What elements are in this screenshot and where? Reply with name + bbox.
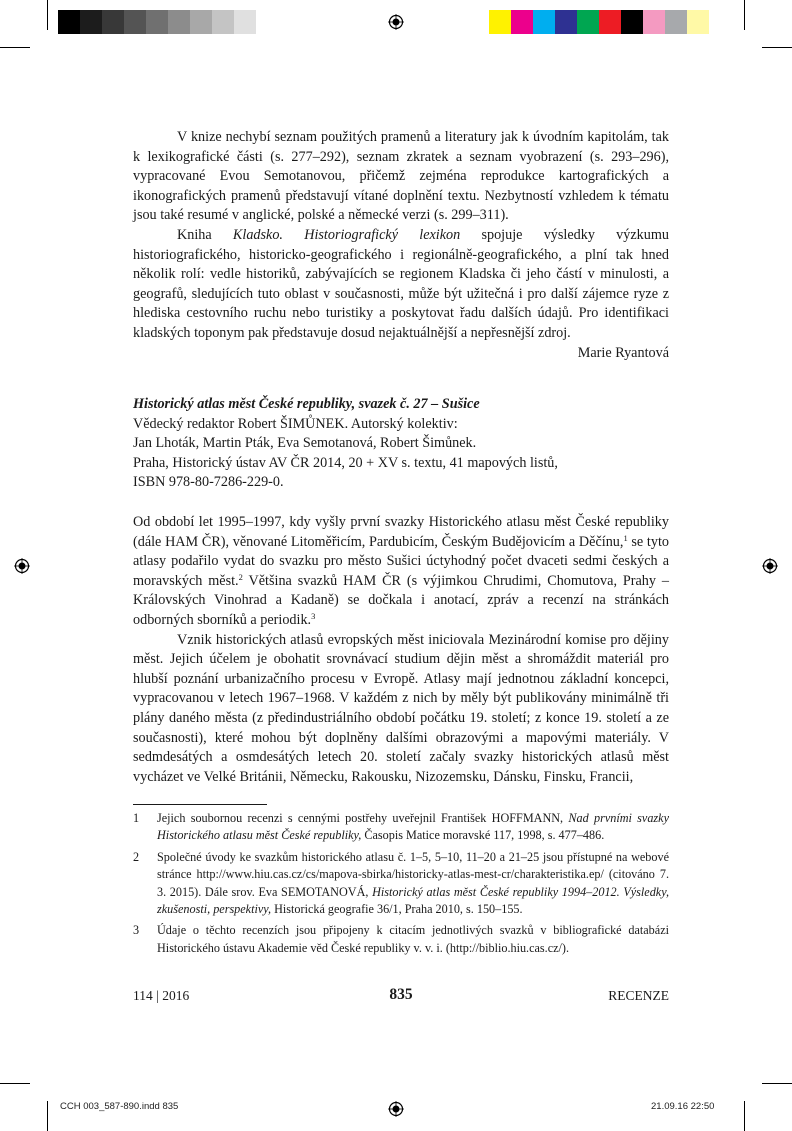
calibration-swatch: [102, 10, 124, 34]
footnote-text: [157, 810, 669, 845]
slug-filename: CCH 003_587-890.indd 835: [60, 1101, 179, 1112]
bibliographic-line: ISBN 978-80-7286-229-0.: [133, 474, 284, 491]
calibration-swatch: [234, 10, 256, 34]
calibration-swatch: [124, 10, 146, 34]
review-body: [133, 513, 669, 787]
cited-title: Nad prvními svazky Historického atlasu měst České republiky,: [157, 811, 669, 843]
calibration-swatch: [621, 10, 643, 34]
text-run: Jejich soubornou recenzi s cennými postřehy uveřejnil František HOFFMANN,: [157, 811, 569, 825]
calibration-swatch: [599, 10, 621, 34]
calibration-swatch: [80, 10, 102, 34]
footnote-ref[interactable]: 3: [311, 610, 316, 621]
calibration-swatch: [168, 10, 190, 34]
slug-timestamp: 21.09.16 22:50: [651, 1101, 715, 1112]
footnote-number: 1: [133, 811, 140, 825]
crop-mark: [0, 1083, 30, 1084]
text-run: Údaje o těchto recenzích jsou připojeny k citacím jednotlivých svazků v bibliografické databázi Historického ústavu Akademie věd České republiky v. v. i. (http://biblio.hiu.cas.cz/).: [157, 923, 669, 955]
calibration-swatch: [665, 10, 687, 34]
footnote: [133, 810, 669, 845]
registration-target-icon: [762, 558, 778, 574]
crop-mark: [47, 0, 48, 30]
gray-calibration-bar: [58, 10, 278, 34]
registration-target-icon: [14, 558, 30, 574]
page-footer: [133, 986, 669, 1008]
text-run: Většina svazků HAM ČR (s výjimkou Chrudimi, Chomutova, Prahy – Královských Vinohrad a Kadaně) se dočkala i anotací, zpráv a recenzí na stránkách odborných sborníků a periodik.: [133, 572, 670, 628]
text-run: spojuje výsledky výzkumu historiografického, historicko-geografického i regionálně-geografického, a plní tak hned několik rolí: vedle historiků, zabývajících se regionem Kladska či jeho částí v minulosti, a geografů, sledujících tuto oblast v současnosti, může být užitečná i pro další zájemce ryze z hlediska cestovního ruchu nebo turistiky a poskytovat řadu dalších údajů. Pro identifikaci kladských toponym pak představuje dosud nejaktuálnější a nepřesnější zdroj.: [133, 226, 669, 341]
text-run: Historická geografie 36/1, Praha 2010, s. 150–155.: [271, 902, 523, 917]
bibliographic-line: Jan Lhoták, Martin Pták, Eva Semotanová, Robert Šimůnek.: [133, 435, 477, 452]
footnote: [133, 922, 669, 957]
crop-mark: [47, 1101, 48, 1131]
calibration-swatch: [577, 10, 599, 34]
paragraph: [133, 226, 669, 344]
text-run: se tyto atlasy podařilo vydat do svazku pro město Sušici úctyhodný počet dvaceti sedmi českých a moravských měst.: [133, 533, 669, 589]
footnotes: [133, 810, 669, 961]
calibration-swatch: [146, 10, 168, 34]
calibration-swatch: [489, 10, 511, 34]
calibration-swatch: [533, 10, 555, 34]
footnote-ref[interactable]: 2: [238, 571, 243, 582]
previous-review-end: [133, 128, 669, 363]
footnote-divider: [133, 804, 267, 805]
footnote-ref[interactable]: 1: [623, 532, 628, 543]
crop-mark: [744, 0, 745, 30]
crop-mark: [744, 1101, 745, 1131]
crop-mark: [762, 47, 792, 48]
paragraph: V knize nechybí seznam použitých pramenů a literatury jak k úvodním kapitolám, tak k lexikografické části (s. 277–292), seznam zkratek a seznam vyobrazení (s. 293–296), vypracované Evou Semotanovou, přičemž zejména reprodukce kartografických a ikonografických pramenů představují vítané doplnění textu. Nezbytností vzhledem k tématu jsou také resumé v anglické, polské a německé verzi (s. 299–311).: [133, 129, 669, 224]
registration-target-icon: [388, 14, 404, 30]
page-number: 835: [389, 986, 413, 1003]
crop-mark: [0, 47, 30, 48]
calibration-swatch: [190, 10, 212, 34]
calibration-swatch: [511, 10, 533, 34]
cited-title: Historický atlas měst České republiky 1994–2012. Výsledky, zkušenosti, perspektivy,: [157, 884, 669, 917]
footnote-text: [157, 849, 669, 919]
footnote-text: [157, 922, 669, 957]
paragraph: Vznik historických atlasů evropských měst iniciovala Mezinárodní komise pro dějiny měst. Jejich účelem je obohatit srovnávací studium dějin měst a shromáždit materiál pro hlubší poznání urbanizačního procesu v Evropě. Atlasy mají jednotnou základní koncepci, vypracovanou v letech 1967–1968. V každém z nich by měly být publikovány minimálně tři plány daného města (z předindustriálního období počátku 19. století; z konce 19. století a ze současnosti), které mohou být doplněny dalšími obrazovými a mapovými materiály. V sedmdesátých a osmdesátých letech 20. století začaly svazky historických atlasů měst vycházet ve Velké Británii, Německu, Rakousku, Nizozemsku, Dánsku, Finsku, Francii,: [133, 631, 669, 785]
review-signature: Marie Ryantová: [577, 344, 669, 361]
text-run: Společné úvody ke svazkům historického atlasu č. 1–5, 5–10, 11–20 a 21–25 jsou přístupné na webové stránce http://www.hiu.cas.cz/cs/mapova-sbirka/historicky-atlas-mest-cr/charakteristika.ep/ (citováno 7. 3. 2015). Dále srov. Eva SEMOTANOVÁ,: [157, 849, 669, 899]
bibliographic-line: Vědecký redaktor Robert ŠIMŮNEK. Autorský kolektiv:: [133, 415, 458, 432]
calibration-swatch: [212, 10, 234, 34]
calibration-swatch: [687, 10, 709, 34]
bibliographic-line: Praha, Historický ústav AV ČR 2014, 20 + XV s. textu, 41 mapových listů,: [133, 454, 558, 471]
footnote-number: 3: [133, 923, 140, 938]
footnote-number: 2: [133, 849, 140, 864]
calibration-swatch: [555, 10, 577, 34]
paragraph: [133, 513, 669, 631]
review-title: Historický atlas měst České republiky, svazek č. 27 – Sušice: [133, 396, 480, 412]
book-title: Kladsko. Historiografický lexikon: [232, 226, 461, 243]
review-header: [133, 395, 669, 493]
crop-mark: [762, 1083, 792, 1084]
text-run: Kniha: [177, 226, 233, 243]
issue-label: 114 | 2016: [133, 988, 190, 1003]
section-label: RECENZE: [608, 988, 669, 1003]
calibration-swatch: [256, 10, 278, 34]
text-run: Od období let 1995–1997, kdy vyšly první svazky Historického atlasu měst České republiky (dále HAM ČR), věnované Litoměřicím, Pardubicím, Českým Budějovicím a Děčínu,: [133, 514, 669, 550]
calibration-swatch: [58, 10, 80, 34]
text-run: Časopis Matice moravské 117, 1998, s. 477–486.: [361, 828, 605, 843]
color-calibration-bar: [489, 10, 709, 34]
calibration-swatch: [643, 10, 665, 34]
registration-target-icon: [388, 1101, 404, 1117]
footnote: [133, 849, 669, 919]
